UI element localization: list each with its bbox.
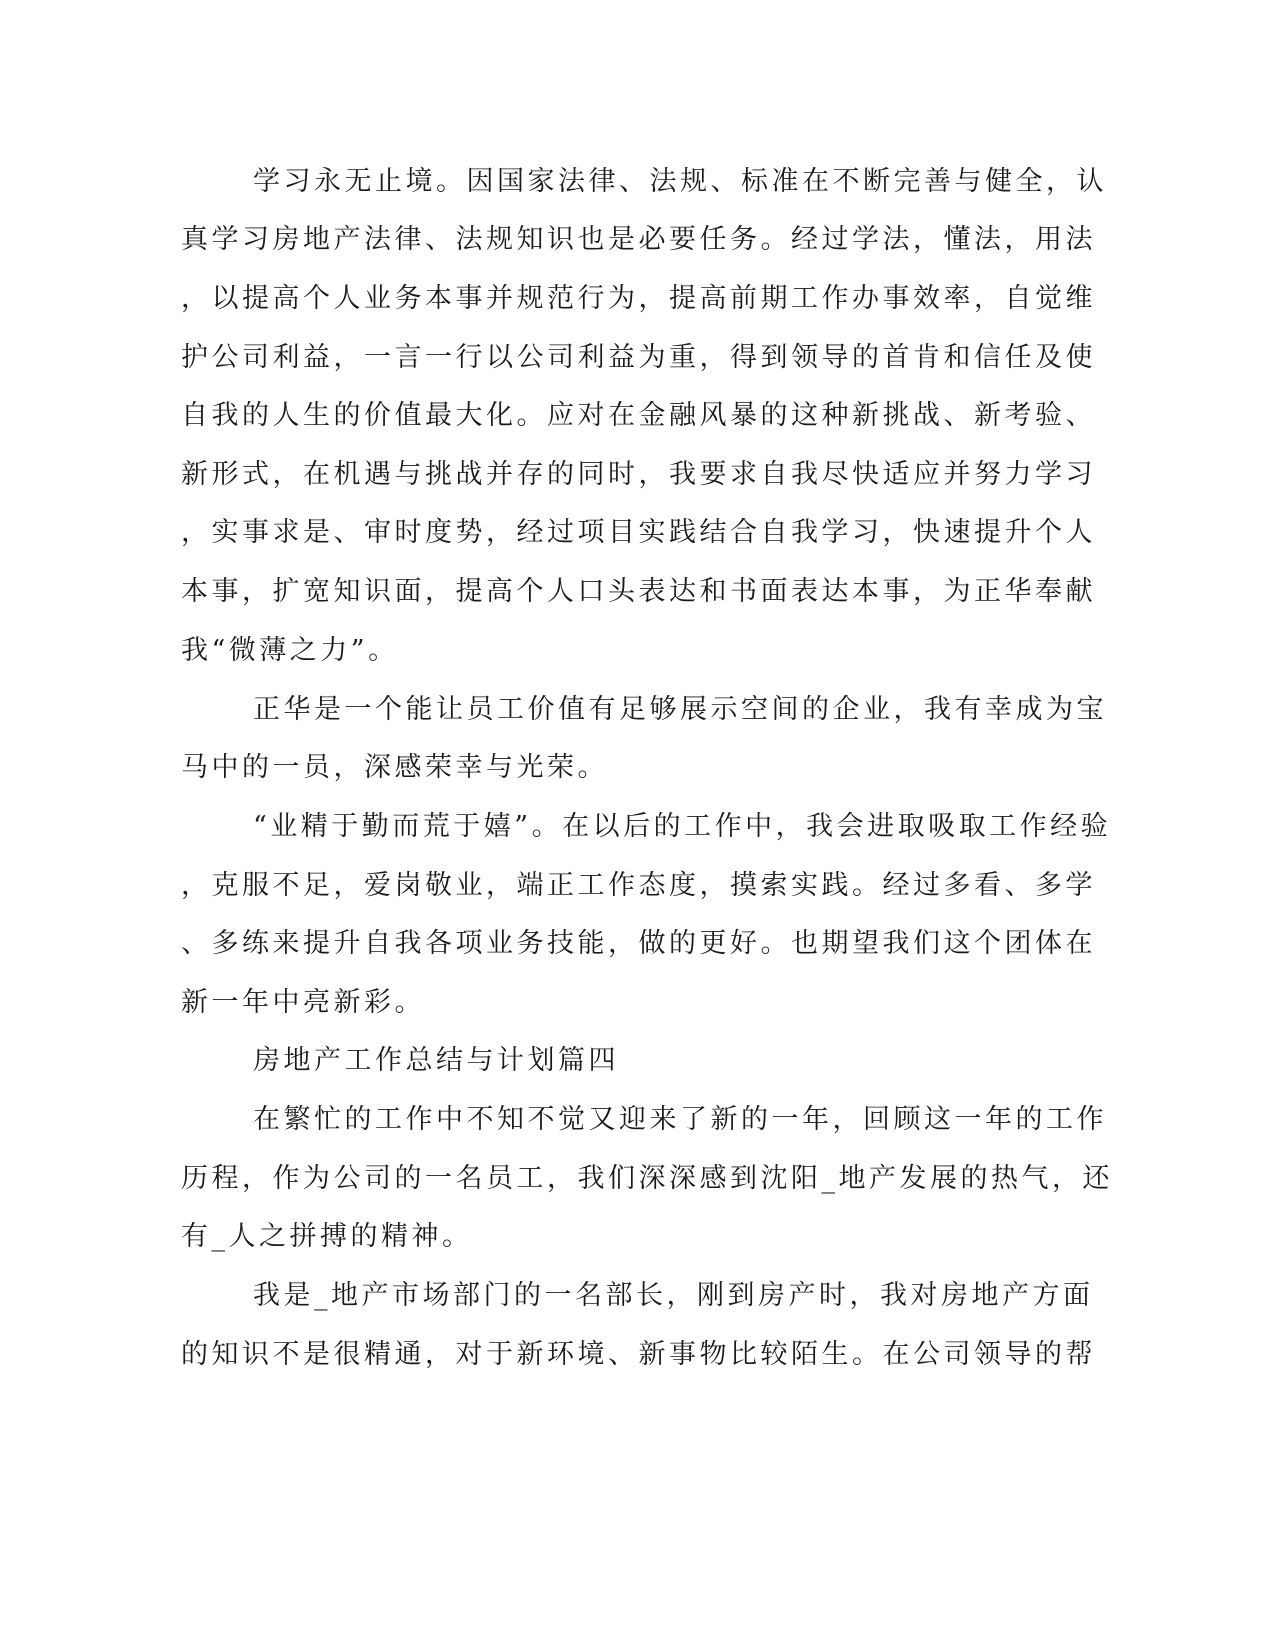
text-line: 本事，扩宽知识面，提高个人口头表达和书面表达本事，为正华奉献 [181, 576, 1096, 607]
text-line: 自我的人生的价值最大化。应对在金融风暴的这种新挑战、新考验、 [181, 400, 1096, 431]
text-line: 新形式，在机遇与挑战并存的同时，我要求自我尽快适应并努力学习 [181, 459, 1096, 490]
text-line: 护公司利益，一言一行以公司利益为重，得到领导的首肯和信任及使 [181, 342, 1096, 373]
text-line: ，克服不足，爱岗敬业，端正工作态度，摸索实践。经过多看、多学 [181, 870, 1096, 901]
text-line: 有_人之拼搏的精神。 [181, 1221, 473, 1252]
text-line: 正华是一个能让员工价值有足够展示空间的企业，我有幸成为宝 [253, 694, 1107, 725]
text-line: 真学习房地产法律、法规知识也是必要任务。经过学法，懂法，用法 [181, 224, 1096, 255]
text-line: 我“微薄之力”。 [181, 635, 399, 666]
text-line: 我是_地产市场部门的一名部长，刚到房产时，我对房地产方面 [253, 1280, 1094, 1311]
text-line: 历程，作为公司的一名员工，我们深深感到沈阳_地产发展的热气，还 [181, 1163, 1113, 1194]
text-line: 在繁忙的工作中不知不觉又迎来了新的一年，回顾这一年的工作 [253, 1104, 1107, 1135]
section-heading: 房地产工作总结与计划篇四 [253, 1045, 619, 1076]
text-line: “业精于勤而荒于嬉”。在以后的工作中，我会进取吸取工作经验 [253, 811, 1112, 842]
text-line: ，实事求是、审时度势，经过项目实践结合自我学习，快速提升个人 [181, 517, 1096, 548]
text-line: 马中的一员，深感荣幸与光荣。 [181, 752, 608, 783]
text-line: ，以提高个人业务本事并规范行为，提高前期工作办事效率，自觉维 [181, 283, 1096, 314]
text-line: 、多练来提升自我各项业务技能，做的更好。也期望我们这个团体在 [181, 928, 1096, 959]
text-line: 学习永无止境。因国家法律、法规、标准在不断完善与健全，认 [253, 166, 1107, 197]
text-line: 新一年中亮新彩。 [181, 987, 425, 1018]
text-line: 的知识不是很精通，对于新环境、新事物比较陌生。在公司领导的帮 [181, 1339, 1096, 1370]
